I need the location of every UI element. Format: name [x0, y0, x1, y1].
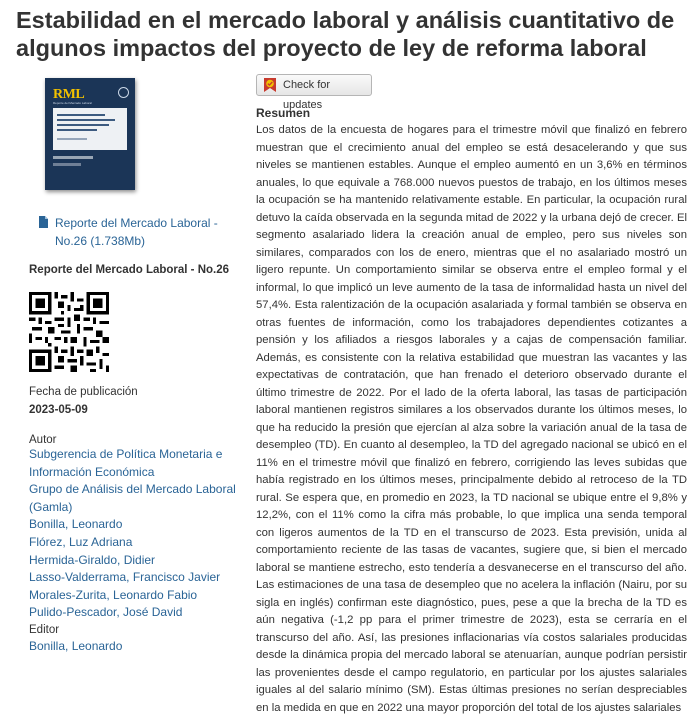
cover-brand: RML [53, 87, 85, 102]
author-link[interactable]: Grupo de Análisis del Mercado Laboral (Gamla) [29, 482, 236, 514]
check-for-updates-icon [262, 77, 278, 93]
download-report-link-text: Reporte del Mercado Laboral - No.26 (1.738Mb) [55, 216, 218, 248]
cover-seal-icon [118, 87, 129, 98]
report-cover-thumbnail[interactable] [45, 78, 135, 190]
publication-date: 2023-05-09 [29, 404, 88, 416]
author-link[interactable]: Lasso-Valderrama, Francisco Javier [29, 570, 221, 585]
author-link[interactable]: Subgerencia de Política Monetaria e Información Económica [29, 447, 223, 479]
page-title: Estabilidad en el mercado laboral y análisis cuantitativo de algunos impactos del proyecto de ley de reforma laboral [16, 7, 675, 61]
author-link[interactable]: Pulido-Pescador, José David [29, 605, 183, 620]
series-title: Reporte del Mercado Laboral - No.26 [29, 264, 230, 276]
check-for-updates-button[interactable] [256, 74, 372, 111]
cover-subtitle: Reporte del Mercado Laboral [53, 101, 92, 105]
abstract-heading: Resumen [256, 106, 311, 120]
editor-label: Editor [29, 624, 60, 636]
abstract-text: Los datos de la encuesta de hogares para el trimestre móvil que finalizó en febrero muestran que el crecimiento anual del empleo se está desacelerando y que sus niveles se mantienen estables. Aunque el empleo aumentó en un 3,6% en términos anuales, lo que equivale a 768.000 nuevos puestos de trabajo, en los últimos meses la ocupación se ha mantenido relativamente estable. En particular, la ocupación rural detuvo la caída observada en la segunda mitad de 2022 y la urbana dejó de crecer. El segmento asalariado lidera la creación anual de empleo, pero sus niveles son similares, comparados con los de enero, mientras que el no asalariado mostró un ligero repunte. Un comportamiento similar se observa entre el empleo formal y el informal, lo que implicó un leve aumento de la tasa de informalidad hasta un nivel del 57,4%. Esta ralentización de la ocupación asalariada y formal también se observa en otras fuentes de información, como los trabajadores dependientes cotizantes a pensión y los afiliados a riesgos laborales y a cajas de compensación familiar. Además, es consistente con la relativa estabilidad que muestran las vacantes y las expectativas de contratación, que han frenado el deterioro observado durante el último trimestre de 2022. Por el lado de la oferta laboral, las tasas de participación laboral mantienen registros similares a los observados durante los últimos meses, lo que ha reducido la presión que ejercían al alza sobre la variación anual de la tasa de desempleo (TD). En cuanto al desempleo, la TD del agregado nacional se ubicó en el 11% en el trimestre móvil que finalizó en febrero, corrigiendo las leves subidas que había registrado en los últimos meses, principalmente debido al retroceso de la TD rural. Se espera que, en promedio en 2023, la TD nacional se ubique entre el 9,8% y 12,2%, con el 11% como la cifra más probable, lo que implica una senda temporal con ligeros aumentos de la TD en el transcurso de 2023. Esta previsión, unida al comportamiento reciente de las tasas de vacantes, sugiere que, si bien el mercado laboral se mantiene estrecho, esto tendería a desvanecerse en el transcurso del año. Las estimaciones de una tasa de desempleo que no acelera la inflación (Nairu, por su sigla en inglés) confirman este diagnóstico, pues, pese a que la brecha de la TD es aún negativa (-1,2 pp para el primer trimestre de 2023), esta se cerraría en el transcurso del año. Así, las presiones inflacionarias vía costos salariales producidas desde la dinámica propia del mercado laboral se atenuarían, aunque podrían persistir las provenientes desde el campo regulatorio, en particular por los ajustes salariales iguales al del salario mínimo (SM). Estas últimas presiones no serían despreciables en la medida en que en 2022 una mayor proporción del total de los ajustes salariales [256, 124, 687, 714]
author-link[interactable]: Flórez, Luz Adriana [29, 534, 133, 549]
author-link[interactable]: Morales-Zurita, Leonardo Fabio [29, 587, 198, 602]
check-for-updates-label: Check for updates [283, 79, 331, 111]
author-link[interactable]: Hermida-Giraldo, Didier [29, 552, 156, 567]
author-label: Autor [29, 434, 57, 446]
cover-title-block [53, 108, 127, 150]
author-link[interactable]: Bonilla, Leonardo [29, 517, 123, 532]
qr-code-icon [29, 292, 109, 372]
file-icon [39, 216, 48, 228]
publication-date-label: Fecha de publicación [29, 386, 138, 398]
editor-list [29, 638, 244, 656]
download-report-link[interactable] [39, 214, 244, 250]
author-list [29, 446, 244, 622]
editor-link[interactable]: Bonilla, Leonardo [29, 639, 123, 653]
